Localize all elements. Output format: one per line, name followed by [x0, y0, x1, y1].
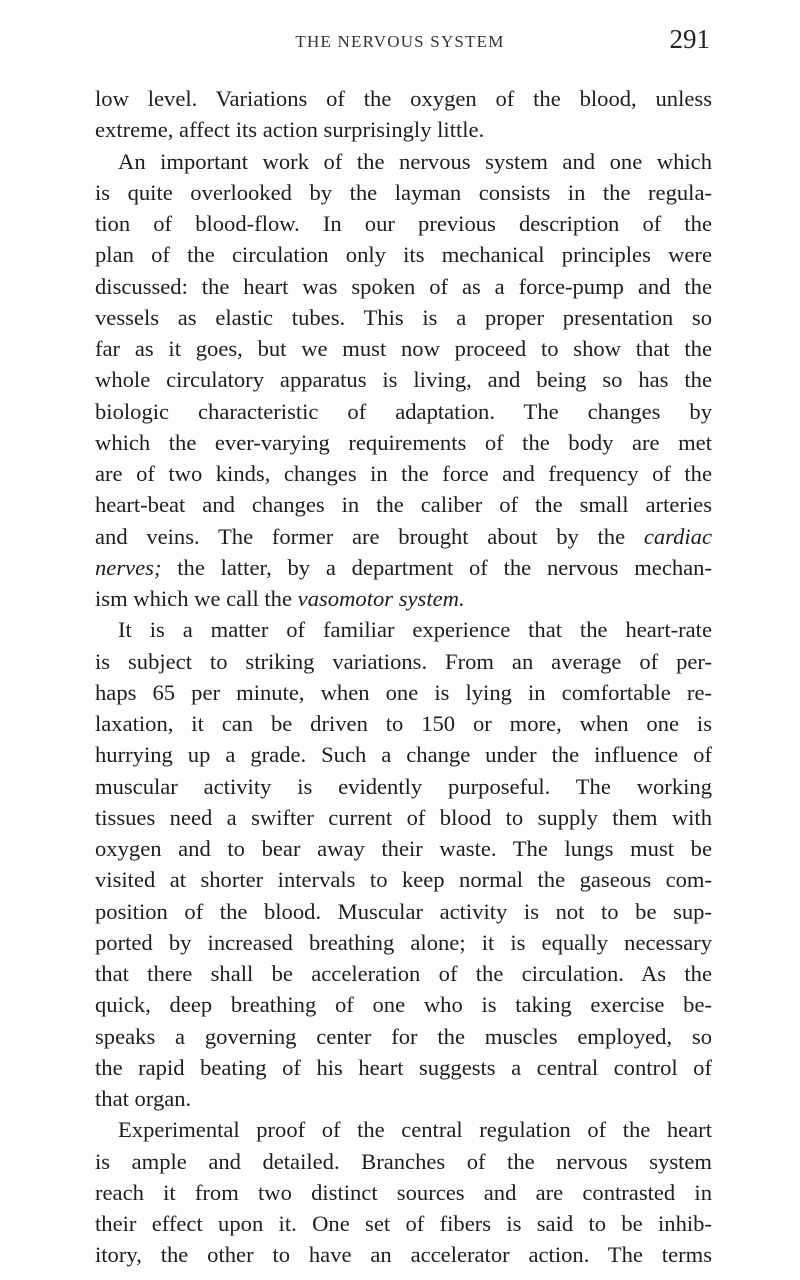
text-run: vessels as elastic tubes. This is a proper presentation so	[95, 304, 712, 330]
text-line	[95, 708, 712, 739]
text-line	[95, 146, 712, 177]
text-run: ported by increased breathing alone; it is equally necessary	[95, 929, 712, 955]
text-line	[95, 302, 712, 333]
text-run: discussed: the heart was spoken of as a force-pump and the	[95, 273, 712, 299]
body-text	[95, 83, 712, 1271]
text-line	[95, 177, 712, 208]
text-run: far as it goes, but we must now proceed to show that the	[95, 336, 712, 361]
text-line	[95, 271, 712, 302]
text-line	[95, 677, 712, 708]
text-line	[95, 1114, 712, 1145]
text-run: whole circulatory apparatus is living, and being so has the	[95, 367, 712, 393]
text-line	[95, 958, 712, 989]
text-run: which the ever-varying requirements of the body are met	[95, 429, 712, 455]
text-line	[95, 1146, 712, 1177]
text-line	[95, 114, 712, 145]
text-run: extreme, affect its action surprisingly little.	[95, 117, 485, 143]
text-line	[95, 83, 712, 114]
text-run: speaks a governing center for the muscles employed, so	[95, 1023, 712, 1049]
text-run: An important work of the nervous system and one which	[118, 148, 712, 174]
italic-term: cardiac	[643, 523, 712, 549]
text-line	[95, 802, 712, 833]
text-line	[95, 521, 712, 552]
text-line	[95, 896, 712, 927]
text-run: laxation, it can be driven to 150 or more, when one is	[95, 711, 712, 736]
text-run: their effect upon it. One set of fibers is said to be inhib-	[95, 1211, 712, 1236]
text-run: low level. Variations of the oxygen of the blood, unless	[95, 86, 712, 111]
text-line	[95, 1239, 712, 1270]
text-run: that there shall be acceleration of the circulation. As the	[95, 961, 712, 986]
text-run: tissues need a swifter current of blood to supply them with	[95, 804, 712, 830]
text-line	[95, 583, 712, 614]
text-line	[95, 239, 712, 270]
text-line	[95, 927, 712, 958]
text-run: biologic characteristic of adaptation. The changes by	[95, 398, 712, 424]
text-run: reach it from two distinct sources and are contrasted in	[95, 1179, 712, 1205]
text-run: that organ.	[95, 1086, 192, 1111]
italic-term: nerves;	[95, 554, 162, 580]
text-run: and veins. The former are brought about by the	[95, 523, 644, 549]
text-run: It is a matter of familiar experience that the heart-rate	[118, 617, 712, 643]
text-line	[95, 333, 712, 364]
text-line	[95, 614, 712, 645]
text-line	[95, 458, 712, 489]
text-line	[95, 739, 712, 770]
text-line	[95, 552, 712, 583]
text-run: position of the blood. Muscular activity is not to be sup-	[95, 898, 712, 924]
text-run: the latter, by a department of the nervous mechan-	[161, 554, 712, 580]
text-run: itory, the other to have an accelerator action. The terms	[95, 1242, 712, 1268]
text-run: ism which we call the	[95, 586, 298, 611]
text-line	[95, 1083, 712, 1114]
text-run: visited at shorter intervals to keep normal the gaseous com-	[95, 867, 712, 893]
text-run: tion of blood-flow. In our previous description of the	[95, 211, 712, 236]
text-line	[95, 489, 712, 520]
text-line	[95, 1021, 712, 1052]
text-run: hurrying up a grade. Such a change under the influence of	[95, 742, 712, 768]
text-run: is ample and detailed. Branches of the nervous system	[95, 1148, 712, 1174]
text-line	[95, 1177, 712, 1208]
text-run: oxygen and to bear away their waste. The lungs must be	[95, 836, 712, 861]
text-run: the rapid beating of his heart suggests a central control of	[95, 1054, 712, 1080]
text-line	[95, 646, 712, 677]
text-line	[95, 1208, 712, 1239]
text-line	[95, 396, 712, 427]
text-run: are of two kinds, changes in the force and frequency of the	[95, 461, 712, 486]
page-number: 291	[669, 24, 710, 54]
text-run: Experimental proof of the central regulation of the heart	[118, 1117, 712, 1143]
text-run: is quite overlooked by the layman consists in the regula-	[95, 179, 712, 205]
text-line	[95, 1052, 712, 1083]
text-line	[95, 864, 712, 895]
running-head: THE NERVOUS SYSTEM	[295, 32, 505, 51]
text-line	[95, 208, 712, 239]
text-line	[95, 364, 712, 395]
text-run: quick, deep breathing of one who is taking exercise be-	[95, 992, 712, 1018]
text-line	[95, 833, 712, 864]
text-run: muscular activity is evidently purposeful. The working	[95, 773, 712, 799]
text-line	[95, 989, 712, 1020]
text-line	[95, 427, 712, 458]
text-line	[95, 771, 712, 802]
text-run: is subject to striking variations. From an average of per-	[95, 648, 712, 674]
text-run: plan of the circulation only its mechanical principles were	[95, 242, 712, 268]
text-run: haps 65 per minute, when one is lying in comfortable re-	[95, 679, 712, 705]
text-run: heart-beat and changes in the caliber of the small arteries	[95, 492, 712, 518]
italic-term: vasomotor system.	[297, 586, 465, 611]
